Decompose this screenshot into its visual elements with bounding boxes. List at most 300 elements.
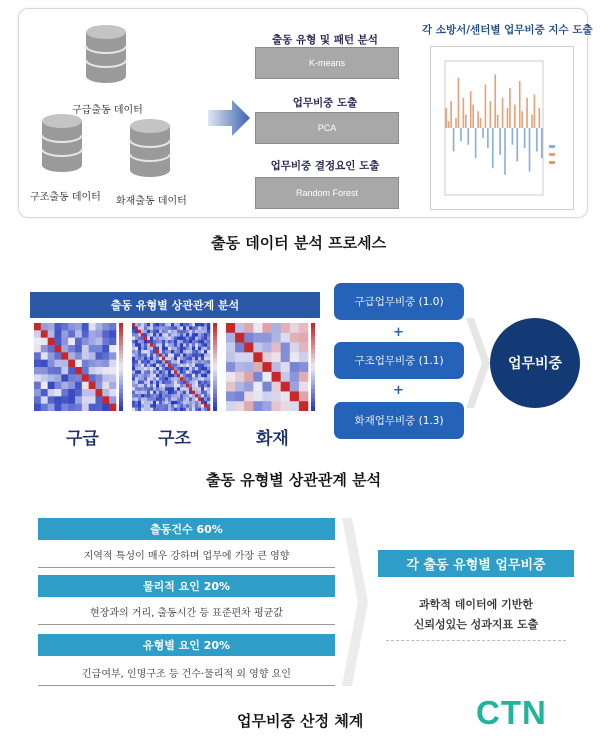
heatmap-cell [48,345,55,353]
heatmap-cell [177,357,180,361]
heatmap-cell [144,333,147,337]
heatmap-colorbar [119,398,123,403]
heatmap-cell [159,343,162,347]
heatmap-cell [186,353,189,357]
heatmap-cell [207,364,210,368]
heatmap-colorbar [119,385,123,390]
heatmap-cell [183,337,186,341]
heatmap-cell [144,367,147,371]
heatmap-cell [262,323,271,333]
heatmap-cell [272,401,281,411]
chart-bar [482,128,484,138]
heatmap-cell [48,389,55,397]
heatmap-cell [189,387,192,391]
heatmap-cell [198,408,201,411]
heatmap-cell [138,367,141,371]
heatmap-cell [156,404,159,408]
heatmap-cell [75,360,82,368]
db-label-rescue: 구조출동 데이터 [30,192,101,203]
heatmap-cell [141,404,144,408]
heatmap-cell [147,364,150,368]
heatmap-cell [156,377,159,381]
heatmap-cell [82,389,89,397]
heatmap-cell [159,326,162,330]
heatmap-cell [226,323,235,333]
heatmap-cell [174,394,177,398]
heatmap-cell [192,387,195,391]
step-title-weight: 업무비중 도출 [292,97,358,109]
heatmap-cell [198,397,201,401]
heatmap-cell [177,337,180,341]
heatmap-cell [82,382,89,390]
heatmap-cell [290,372,299,382]
heatmap-cell [34,338,41,346]
heatmap-cell [156,370,159,374]
heatmap-cell [159,408,162,411]
heatmap-cell [183,391,186,395]
heatmap-cell [162,387,165,391]
heatmap-cell [174,364,177,368]
heatmap-cell [165,374,168,378]
heatmap-cell [171,337,174,341]
heatmap-cell [159,337,162,341]
heatmap-cell [132,404,135,408]
heatmap-cell [244,401,253,411]
heatmap-cell [189,357,192,361]
heatmap-cell [177,350,180,354]
heatmap-cell [290,391,299,401]
heatmap-label-ems: 구급 [66,429,99,449]
heatmap-cell [159,360,162,364]
heatmap-cell [147,387,150,391]
heatmap-colorbar [213,367,217,372]
heatmap-cell [186,391,189,395]
heatmap-cell [144,326,147,330]
heatmap-cell [162,404,165,408]
heatmap-cell [147,323,150,327]
heatmap-cell [109,338,116,346]
heatmap-cell [299,323,308,333]
heatmap-cell [201,394,204,398]
heatmap-cell [189,408,192,411]
heatmap-cell [192,408,195,411]
heatmap-cell [177,381,180,385]
heatmap-label-rescue: 구조 [158,429,191,449]
heatmap-cell [147,357,150,361]
heatmap-cell [144,340,147,344]
heatmap-cell [177,394,180,398]
heatmap-cell [174,377,177,381]
heatmap-cell [168,401,171,405]
heatmap-cell [204,397,207,401]
heatmap-cell [177,384,180,388]
heatmap-cell [189,350,192,354]
heatmap-cell [102,389,109,397]
heatmap-cell [174,404,177,408]
heatmap-cell [262,382,271,392]
step-title-factor: 업무비중 결정요인 도출 [270,160,380,172]
heatmap-cell [299,372,308,382]
heatmap-cell [177,343,180,347]
heatmap-cell [201,350,204,354]
chart-bar [509,88,511,128]
heatmap-cell [147,377,150,381]
heatmap-cell [153,330,156,334]
heatmap-cell [186,408,189,411]
heatmap-cell [195,330,198,334]
heatmap-cell [89,360,96,368]
heatmap-cell [180,401,183,405]
heatmap-cell [198,326,201,330]
heatmap-cell [55,345,62,353]
heatmap-cell [153,397,156,401]
heatmap-cell [55,338,62,346]
heatmap-cell [156,364,159,368]
heatmap-cell [165,337,168,341]
heatmap-cell [138,404,141,408]
result-line-1: 과학적 데이터에 기반한 [419,598,533,611]
heatmap-cell [144,404,147,408]
heatmap-cell [192,367,195,371]
heatmap-cell [141,357,144,361]
heatmap-cell [82,374,89,382]
heatmap-cell [201,377,204,381]
heatmap-cell [183,401,186,405]
heatmap-cell [168,367,171,371]
heatmap-cell [135,330,138,334]
heatmap-cell [192,404,195,408]
heatmap-cell [180,323,183,327]
heatmap-cell [138,337,141,341]
heatmap-cell [162,394,165,398]
heatmap-cell [290,362,299,372]
heatmap-cell [147,350,150,354]
heatmap-cell [41,374,48,382]
heatmap-cell [165,326,168,330]
factor-body-count: 지역적 특성이 매우 강하며 업무에 가장 큰 영향 [38,541,335,568]
heatmap-cell [132,391,135,395]
heatmap-cell [180,367,183,371]
heatmap-cell [156,397,159,401]
heatmap-cell [290,343,299,353]
heatmap-cell [132,323,135,327]
heatmap-cell [180,350,183,354]
heatmap-cell [171,374,174,378]
heatmap-cell [204,353,207,357]
heatmap-cell [156,357,159,361]
heatmap-cell [183,323,186,327]
heatmap-cell [165,394,168,398]
heatmap-cell [144,347,147,351]
heatmap-cell [141,377,144,381]
heatmap-cell [141,343,144,347]
heatmap-colorbar [311,363,315,368]
heatmap-cell [68,396,75,404]
heatmap-cell [159,323,162,327]
heatmap-cell [198,404,201,408]
heatmap-cell [132,364,135,368]
heatmap-cell [48,330,55,338]
heatmap-cell [96,367,103,375]
heatmap-cell [150,323,153,327]
chart-bar [507,108,509,128]
heatmap-cell [144,381,147,385]
heatmap-cell [204,360,207,364]
db-label-fire: 화재출동 데이터 [116,196,187,207]
heatmap-cell [156,384,159,388]
chart-bar [531,115,533,128]
heatmap-cell [141,381,144,385]
heatmap-cell [150,401,153,405]
heatmap-cell [189,343,192,347]
heatmap-cell [186,387,189,391]
heatmap-cell [299,333,308,343]
heatmap-colorbar [213,380,217,385]
heatmap-cell [141,384,144,388]
heatmap-cell [186,377,189,381]
heatmap-colorbar [213,345,217,350]
heatmap-cell [156,330,159,334]
heatmap-cell [198,353,201,357]
heatmap-cell [171,397,174,401]
heatmap-cell [253,352,262,362]
heatmap-cell [96,360,103,368]
heatmap-cell [147,370,150,374]
heatmap-cell [180,370,183,374]
heatmap-cell [204,367,207,371]
heatmap-colorbar [119,389,123,394]
heatmap-cell [162,397,165,401]
heatmap-cell [189,374,192,378]
heatmap-cell [141,353,144,357]
heatmap-cell [102,396,109,404]
heatmap-cell [207,330,210,334]
chart-bar [499,128,501,155]
heatmap-cell [299,362,308,372]
heatmap-cell [165,350,168,354]
heatmap-cell [207,337,210,341]
heatmap-cell [281,323,290,333]
heatmap-cell [138,381,141,385]
heatmap-cell [165,404,168,408]
heatmap-cell [201,364,204,368]
heatmap-cell [34,404,41,411]
heatmap-cell [165,384,168,388]
heatmap-cell [207,391,210,395]
heatmap-cell [34,382,41,390]
heatmap-cell [192,394,195,398]
chart-bar [519,81,521,128]
heatmap-cell [165,357,168,361]
heatmap-cell [147,347,150,351]
heatmap-cell [109,360,116,368]
heatmap-cell [41,389,48,397]
chart-bar [480,118,482,128]
heatmap-cell [150,377,153,381]
heatmap-cell [299,391,308,401]
heatmap-colorbar [311,380,315,385]
chart-bar [487,128,489,148]
factor-head-type: 유형별 요인 20% [38,634,335,656]
heatmap-cell [195,377,198,381]
heatmap-cell [147,360,150,364]
heatmap-cell [186,340,189,344]
heatmap-cell [147,408,150,411]
heatmap-cell [183,374,186,378]
heatmap-cell [135,384,138,388]
step-title-pattern: 출동 유형 및 패턴 분석 [272,34,378,46]
heatmap-cell [195,340,198,344]
heatmap-cell [162,381,165,385]
chart-bar [536,128,538,151]
heatmap-cell [198,364,201,368]
heatmap-cell [262,401,271,411]
chevron-right-icon [342,518,368,686]
heatmap-cell [132,374,135,378]
heatmap-cell [89,404,96,411]
heatmap-cell [183,381,186,385]
heatmap-cell [150,337,153,341]
heatmap-cell [135,401,138,405]
heatmap-cell [171,360,174,364]
heatmap-cell [159,377,162,381]
heatmap-cell [162,408,165,411]
heatmap-cell [189,323,192,327]
heatmap-cell [138,360,141,364]
heatmap-cell [138,326,141,330]
heatmap-cell [159,391,162,395]
heatmap-cell [141,367,144,371]
heatmap-cell [156,381,159,385]
chart-bar [521,111,523,128]
heatmap-cell [195,381,198,385]
heatmap-cell [174,391,177,395]
heatmap-cell [192,384,195,388]
heatmap-cell [201,347,204,351]
heatmap-colorbar [213,358,217,363]
chart-bar [534,95,536,129]
chart-bar [502,98,504,128]
heatmap-cell [82,367,89,375]
heatmap-cell [165,408,168,411]
heatmap-colorbar [213,398,217,403]
heatmap-cell [68,360,75,368]
heatmap-cell [48,404,55,411]
chart-bar [497,115,499,128]
legend-swatch [549,161,555,164]
heatmap-cell [201,330,204,334]
chart-bar [539,108,541,128]
heatmap-cell [135,343,138,347]
heatmap-cell [171,404,174,408]
heatmap-cell [171,367,174,371]
heatmap-cell [171,377,174,381]
heatmap-cell [153,350,156,354]
heatmap-cell [96,374,103,382]
heatmap-cell [168,370,171,374]
heatmap-cell [177,347,180,351]
heatmap-cell [168,347,171,351]
heatmap-cell [171,350,174,354]
heatmap-cell [168,360,171,364]
legend-swatch [549,153,555,156]
heatmap-cell [171,364,174,368]
heatmap-cell [159,404,162,408]
heatmap-rescue [132,323,218,411]
heatmap-cell [150,397,153,401]
heatmap-cell [207,340,210,344]
heatmap-cell [171,384,174,388]
heatmap-colorbar [213,332,217,337]
heatmap-cell [165,330,168,334]
heatmap-cell [204,357,207,361]
heatmap-cell [171,357,174,361]
heatmap-colorbar [213,371,217,376]
heatmap-cell [132,357,135,361]
heatmap-cell [201,374,204,378]
heatmap-cell [253,362,262,372]
factor-body-physical: 현장과의 거리, 출동시간 등 표준편차 평균값 [38,598,335,625]
heatmap-cell [68,352,75,360]
heatmap-cell [147,401,150,405]
heatmap-cell [135,381,138,385]
heatmap-cell [135,377,138,381]
heatmap-cell [159,330,162,334]
heatmap-cell [207,347,210,351]
heatmap-colorbar [119,371,123,376]
heatmap-cell [174,353,177,357]
heatmap-cell [156,408,159,411]
heatmap-cell [162,401,165,405]
heatmap-cell [186,394,189,398]
heatmap-cell [144,370,147,374]
heatmap-cell [183,353,186,357]
index-chart [430,46,574,210]
heatmap-cell [186,357,189,361]
heatmap-cell [192,360,195,364]
heatmap-cell [162,357,165,361]
heatmap-cell [138,330,141,334]
heatmap-cell [177,387,180,391]
heatmap-cell [192,337,195,341]
heatmap-cell [180,391,183,395]
heatmap-cell [244,343,253,353]
heatmap-cell [165,377,168,381]
heatmap-cell [198,333,201,337]
heatmap-colorbar [119,393,123,398]
heatmap-cell [207,394,210,398]
heatmap-cell [165,367,168,371]
heatmap-cell [82,323,89,331]
chart-bar [467,128,469,145]
heatmap-cell [204,377,207,381]
heatmap-colorbar [213,336,217,341]
heatmap-cell [244,372,253,382]
heatmap-cell [162,360,165,364]
heatmap-cell [201,404,204,408]
heatmap-cell [138,364,141,368]
heatmap-cell [174,343,177,347]
heatmap-cell [132,387,135,391]
heatmap-cell [180,387,183,391]
heatmap-cell [89,389,96,397]
heatmap-cell [34,374,41,382]
heatmap-cell [281,343,290,353]
heatmap-cell [144,343,147,347]
heatmap-cell [89,374,96,382]
heatmap-cell [189,333,192,337]
heatmap-cell [189,347,192,351]
